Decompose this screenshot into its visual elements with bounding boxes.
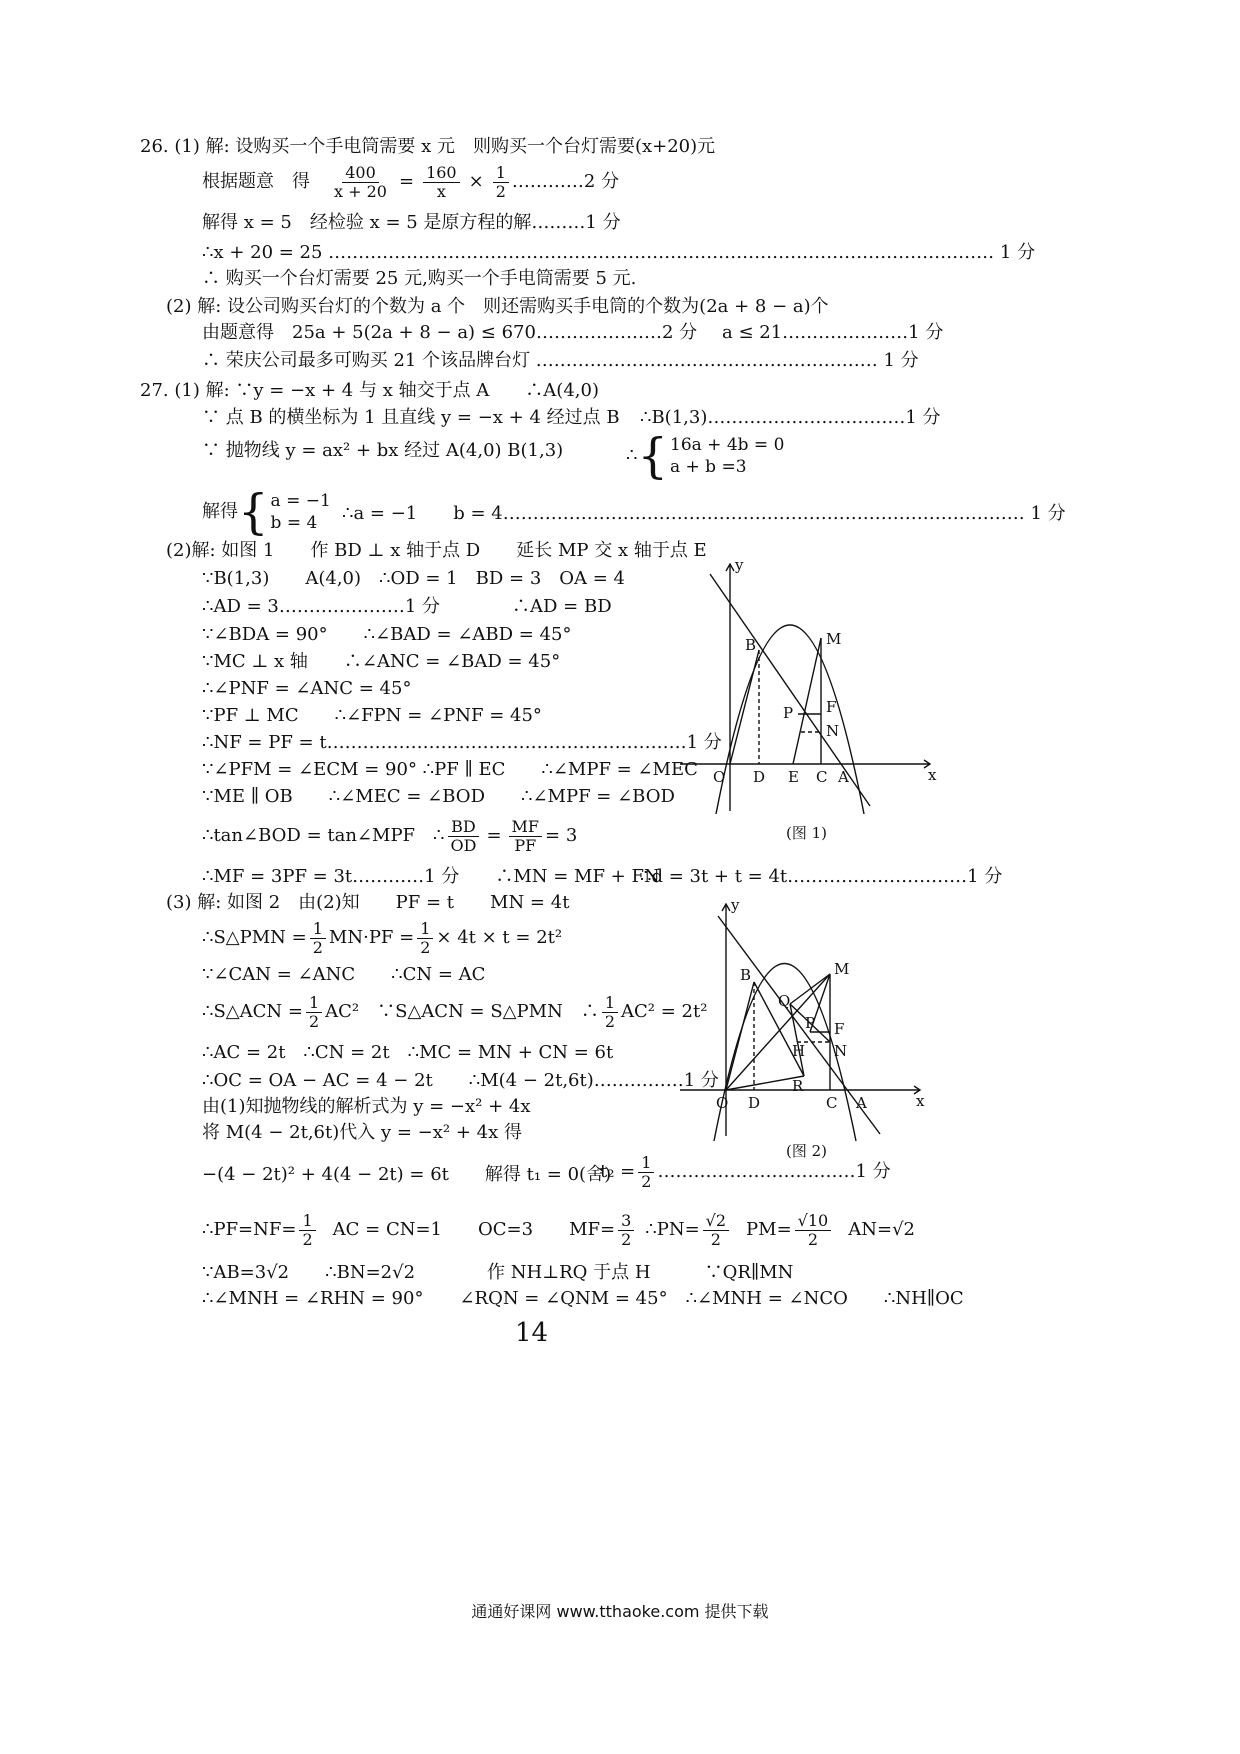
denominator: 2 xyxy=(621,1229,632,1249)
figure-2-caption: (图 2) xyxy=(786,1142,828,1160)
tan-prefix: ∴tan∠BOD = tan∠MPF xyxy=(202,825,416,846)
denominator: 2 xyxy=(302,1229,313,1249)
label-r: R xyxy=(792,1077,804,1095)
fraction xyxy=(703,1212,729,1249)
q27-t2-line xyxy=(600,1150,891,1194)
system-row-1: 16a + 4b = 0 xyxy=(670,435,785,455)
denominator: 2 xyxy=(604,1011,616,1031)
therefore-symbol: ∴ xyxy=(626,445,638,466)
segment-ob xyxy=(730,650,759,764)
q27-p3-line-7: 将 M(4 − 2t,6t)代入 y = −x² + 4x 得 xyxy=(202,1122,522,1143)
denominator: PF xyxy=(514,835,537,855)
q26-conclusion-2: ∴ 荣庆公司最多可购买 21 个该品牌台灯 ………………………………………………… 1 分 xyxy=(202,350,919,371)
denominator: 2 xyxy=(710,1229,721,1249)
footer-text: 通通好课网 www.tthaoke.com 提供下载 xyxy=(471,1602,769,1621)
label-x: x xyxy=(928,766,937,784)
label-b: B xyxy=(740,966,752,984)
area-end: AC² = 2t² xyxy=(621,1001,708,1022)
half-fraction xyxy=(417,920,433,957)
half-fraction xyxy=(638,1154,654,1191)
label-p: P xyxy=(805,1014,816,1032)
label-a: A xyxy=(856,1094,867,1112)
q27-p3-line-5: ∴OC = OA − AC = 4 − 2t ∴M(4 − 2t,6t)……………1 分 xyxy=(202,1070,719,1091)
q27-p3-line-8a: −(4 − 2t)² + 4(4 − 2t) = 6t 解得 t₁ = 0(舍) xyxy=(202,1164,612,1185)
numerator: 1 xyxy=(306,994,322,1013)
system-row-2: a + b =3 xyxy=(670,457,747,477)
label-m: M xyxy=(826,630,842,648)
figure-1-caption: (图 1) xyxy=(786,824,828,842)
label-f: F xyxy=(834,1020,845,1038)
numerator: 1 xyxy=(310,920,326,939)
q27-p2-line-9: ∵∠PFM = ∠ECM = 90° ∴PF ∥ EC ∴∠MPF = ∠MEC xyxy=(202,759,698,780)
t2-prefix: t₂ = xyxy=(600,1161,636,1182)
q27-p3-line-4: ∴AC = 2t ∴CN = 2t ∴MC = MN + CN = 6t xyxy=(202,1042,614,1063)
numerator: 160 xyxy=(423,164,460,183)
label-o: O xyxy=(713,768,726,786)
tan-result: = 3 xyxy=(545,825,578,846)
q27-results-line-3: ∴∠MNH = ∠RHN = 90° ∠RQN = ∠QNM = 45° ∴∠MNH = ∠NCO ∴NH∥OC xyxy=(202,1288,964,1309)
q27-line-1: 27. (1) 解: ∵y = −x + 4 与 x 轴交于点 A ∴A(4,0) xyxy=(140,380,599,401)
brace-icon: { xyxy=(238,484,269,540)
half-fraction xyxy=(602,994,618,1031)
area-middle: MN·PF = xyxy=(328,927,415,948)
numerator: 1 xyxy=(493,164,509,183)
q27-p2-last-a: ∴MF = 3PF = 3t…………1 分 ∴MN = MF + FN xyxy=(202,866,660,887)
area-prefix: ∴S△PMN = xyxy=(202,927,307,948)
equation-system xyxy=(637,428,785,484)
label-b: B xyxy=(745,636,757,654)
half-fraction xyxy=(306,994,322,1031)
eq-fraction-2 xyxy=(423,164,460,201)
q26-part1-heading: 26. (1) 解: 设购买一个手电筒需要 x 元 则购买一个台灯需要(x+20)元 xyxy=(140,136,716,157)
area-prefix: ∴S△ACN = xyxy=(202,1001,303,1022)
q27-p2-line-4: ∵∠BDA = 90° ∴∠BAD = ∠ABD = 45° xyxy=(202,624,572,645)
system-row-2: b = 4 xyxy=(270,513,318,533)
q27-system-1 xyxy=(626,430,784,482)
q27-p2-line-5: ∵MC ⊥ x 轴 ∴∠ANC = ∠BAD = 45° xyxy=(202,651,561,672)
numerator: MF xyxy=(509,818,542,837)
q27-p3-heading: (3) 解: 如图 2 由(2)知 PF = t MN = 4t xyxy=(166,892,570,913)
eq-fraction-1 xyxy=(331,164,390,201)
q27-line-3a: ∵ 抛物线 y = ax² + bx 经过 A(4,0) B(1,3) xyxy=(202,440,564,461)
q27-p2-line-10: ∵ME ∥ OB ∴∠MEC = ∠BOD ∴∠MPF = ∠BOD xyxy=(202,786,675,807)
numerator: √2 xyxy=(703,1212,729,1231)
tan-fraction-1 xyxy=(448,818,480,855)
label-h: H xyxy=(792,1042,806,1060)
q27-p2-line-3: ∴AD = 3…………………1 分 ∴AD = BD xyxy=(202,596,612,617)
q26-x-plus-20-line: ∴x + 20 = 25 ………………………………………………………………………………………………… 1 分 xyxy=(202,242,1036,263)
half-fraction xyxy=(310,920,326,957)
figure-2 xyxy=(680,896,940,1146)
label-e: E xyxy=(788,768,799,786)
numerator: 3 xyxy=(618,1212,634,1231)
q27-p2-line-8: ∴NF = PF = t……………………………………………………1 分 xyxy=(202,732,722,753)
label-y: y xyxy=(735,556,744,574)
label-p: P xyxy=(783,704,794,722)
equals-sign: = xyxy=(486,825,502,846)
eq-prefix: 根据题意 得 xyxy=(202,171,310,192)
fraction xyxy=(299,1212,315,1249)
area-end: × 4t × t = 2t² xyxy=(436,927,563,948)
denominator: 2 xyxy=(807,1229,819,1249)
denominator: 2 xyxy=(495,181,506,201)
q26-solve-line: 解得 x = 5 经检验 x = 5 是原方程的解………1 分 xyxy=(202,212,621,233)
q27-p2-line-2: ∵B(1,3) A(4,0) ∴OD = 1 BD = 3 OA = 4 xyxy=(202,568,626,589)
label-m: M xyxy=(834,960,850,978)
figure-1 xyxy=(680,556,940,814)
area-middle: AC² ∵S△ACN = S△PMN ∴ xyxy=(325,1001,599,1022)
solve-prefix: 解得 xyxy=(202,501,238,522)
q26-part2-heading: (2) 解: 设公司购买台灯的个数为 a 个 则还需购买手电筒的个数为(2a + 8 − a)个 xyxy=(166,296,829,317)
denominator: 2 xyxy=(312,937,323,957)
q27-p3-line-6: 由(1)知抛物线的解析式为 y = −x² + 4x xyxy=(202,1096,531,1117)
denominator: 2 xyxy=(641,1171,652,1191)
result-pm: PM= xyxy=(746,1219,792,1240)
label-f: F xyxy=(826,698,837,716)
q27-p2-line-1: (2)解: 如图 1 作 BD ⊥ x 轴于点 D 延长 MP 交 x 轴于点 E xyxy=(166,540,707,561)
system-row-1: a = −1 xyxy=(270,491,331,511)
fraction xyxy=(618,1212,634,1249)
q27-line-2a: ∵ 点 B 的横坐标为 1 且直线 y = −x + 4 经过点 B xyxy=(202,407,620,428)
label-c: C xyxy=(826,1094,838,1112)
q27-tan-line xyxy=(202,814,577,858)
therefore-symbol: ∴ xyxy=(433,825,445,846)
label-d: D xyxy=(753,768,766,786)
q26-conclusion-1: ∴ 购买一个台灯需要 25 元,购买一个手电筒需要 5 元. xyxy=(202,268,637,289)
label-o: O xyxy=(716,1094,729,1112)
q27-line-4b: ∴a = −1 b = 4…………………………………………………………………………… 1 分 xyxy=(342,503,1066,524)
page-number: 14 xyxy=(515,1318,549,1348)
score-mark: ……………………………1 分 xyxy=(657,1161,891,1182)
numerator: 400 xyxy=(342,164,379,183)
result-pn: ∴PN= xyxy=(645,1219,700,1240)
label-n: N xyxy=(834,1042,848,1060)
q26-inequality-line: 由题意得 25a + 5(2a + 8 − a) ≤ 670…………………2 分 xyxy=(202,322,698,343)
brace-icon: { xyxy=(637,428,668,484)
times-sign: × xyxy=(468,171,484,192)
segment-qm xyxy=(790,974,830,1004)
numerator: √10 xyxy=(795,1212,832,1231)
q27-area-acn-line xyxy=(202,990,707,1034)
denominator: 2 xyxy=(420,937,431,957)
fraction xyxy=(795,1212,832,1249)
label-a: A xyxy=(838,768,849,786)
denominator: x xyxy=(436,181,446,201)
tan-fraction-2 xyxy=(509,818,542,855)
numerator: 1 xyxy=(638,1154,654,1173)
label-n: N xyxy=(826,722,840,740)
label-q: Q xyxy=(778,992,791,1010)
q27-results-line xyxy=(202,1208,915,1252)
q26-inequality-result: a ≤ 21…………………1 分 xyxy=(722,322,944,343)
label-x: x xyxy=(916,1092,925,1110)
result-ac-oc-mf: AC = CN=1 OC=3 MF= xyxy=(332,1219,616,1240)
score-mark: …………2 分 xyxy=(511,171,620,192)
equation-system xyxy=(238,484,331,540)
numerator: 1 xyxy=(299,1212,315,1231)
result-pf-nf: ∴PF=NF= xyxy=(202,1219,297,1240)
q27-area-pmn-line xyxy=(202,916,562,960)
denominator: 2 xyxy=(308,1011,320,1031)
q27-p2-last-b: ∴d = 3t + t = 4t…………………………1 分 xyxy=(640,866,1003,887)
numerator: 1 xyxy=(602,994,618,1013)
q27-p2-line-6: ∴∠PNF = ∠ANC = 45° xyxy=(202,678,412,699)
label-d: D xyxy=(748,1094,761,1112)
eq-fraction-3 xyxy=(493,164,509,201)
q27-p3-line-2: ∵∠CAN = ∠ANC ∴CN = AC xyxy=(202,964,486,985)
q27-p2-line-7: ∵PF ⊥ MC ∴∠FPN = ∠PNF = 45° xyxy=(202,705,542,726)
label-y: y xyxy=(731,896,740,914)
label-c: C xyxy=(816,768,828,786)
q27-system-2 xyxy=(202,486,331,538)
q26-equation-line xyxy=(202,162,619,202)
numerator: 1 xyxy=(417,920,433,939)
numerator: BD xyxy=(448,818,479,837)
denominator: OD xyxy=(450,835,477,855)
equals-sign: = xyxy=(398,171,415,192)
q27-line-2b: ∴B(1,3)……………………………1 分 xyxy=(640,407,941,428)
denominator: x + 20 xyxy=(334,181,387,201)
result-an: AN=√2 xyxy=(848,1219,915,1240)
q27-results-line-2: ∵AB=3√2 ∴BN=2√2 作 NH⊥RQ 于点 H ∵QR∥MN xyxy=(202,1262,794,1283)
